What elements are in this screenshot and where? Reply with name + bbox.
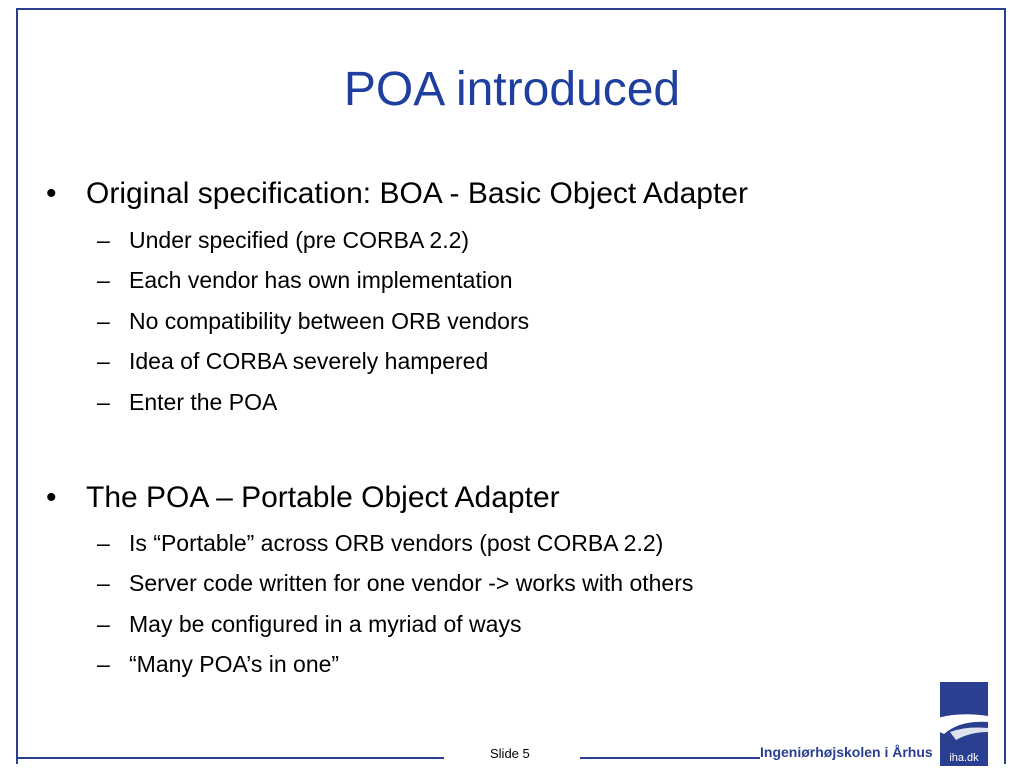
sub-bullet-mark: – <box>97 227 110 253</box>
sub-bullet-text: Under specified (pre CORBA 2.2) <box>129 227 470 253</box>
school-name: Ingeniørhøjskolen i Århus <box>760 744 933 760</box>
bullet-text: Original specification: BOA - Basic Object Adapter <box>86 177 748 210</box>
sub-bullet-mark: – <box>97 308 110 334</box>
sub-bullet-mark: – <box>97 348 110 374</box>
sub-bullet-text: Enter the POA <box>129 389 278 415</box>
sub-bullet-text: Idea of CORBA severely hampered <box>129 348 489 374</box>
sub-bullet-text: No compatibility between ORB vendors <box>129 308 530 334</box>
sub-bullet-mark: – <box>97 389 110 415</box>
footer-rule-left <box>16 757 444 759</box>
sub-bullet-mark: – <box>97 570 110 596</box>
slide-title: POA introduced <box>343 63 681 116</box>
sub-bullet-text: Server code written for one vendor -> works with others <box>129 570 694 596</box>
logo-text: iha.dk <box>949 752 979 764</box>
footer-rule-right <box>580 757 760 759</box>
bullet-text: The POA – Portable Object Adapter <box>86 481 560 514</box>
sub-bullet-text: Each vendor has own implementation <box>129 267 513 293</box>
bullet-mark: • <box>46 481 57 514</box>
sub-bullet-mark: – <box>97 611 110 637</box>
slide-number: Slide 5 <box>490 746 530 761</box>
sub-bullet-text: Is “Portable” across ORB vendors (post CORBA 2.2) <box>129 530 664 556</box>
sub-bullet-text: “Many POA’s in one” <box>129 651 340 677</box>
sub-bullet-mark: – <box>97 651 110 677</box>
iha-logo-icon <box>940 682 988 766</box>
sub-bullet-mark: – <box>97 267 110 293</box>
sub-bullet-mark: – <box>97 530 110 556</box>
bullet-mark: • <box>46 177 57 210</box>
sub-bullet-text: May be configured in a myriad of ways <box>129 611 522 637</box>
